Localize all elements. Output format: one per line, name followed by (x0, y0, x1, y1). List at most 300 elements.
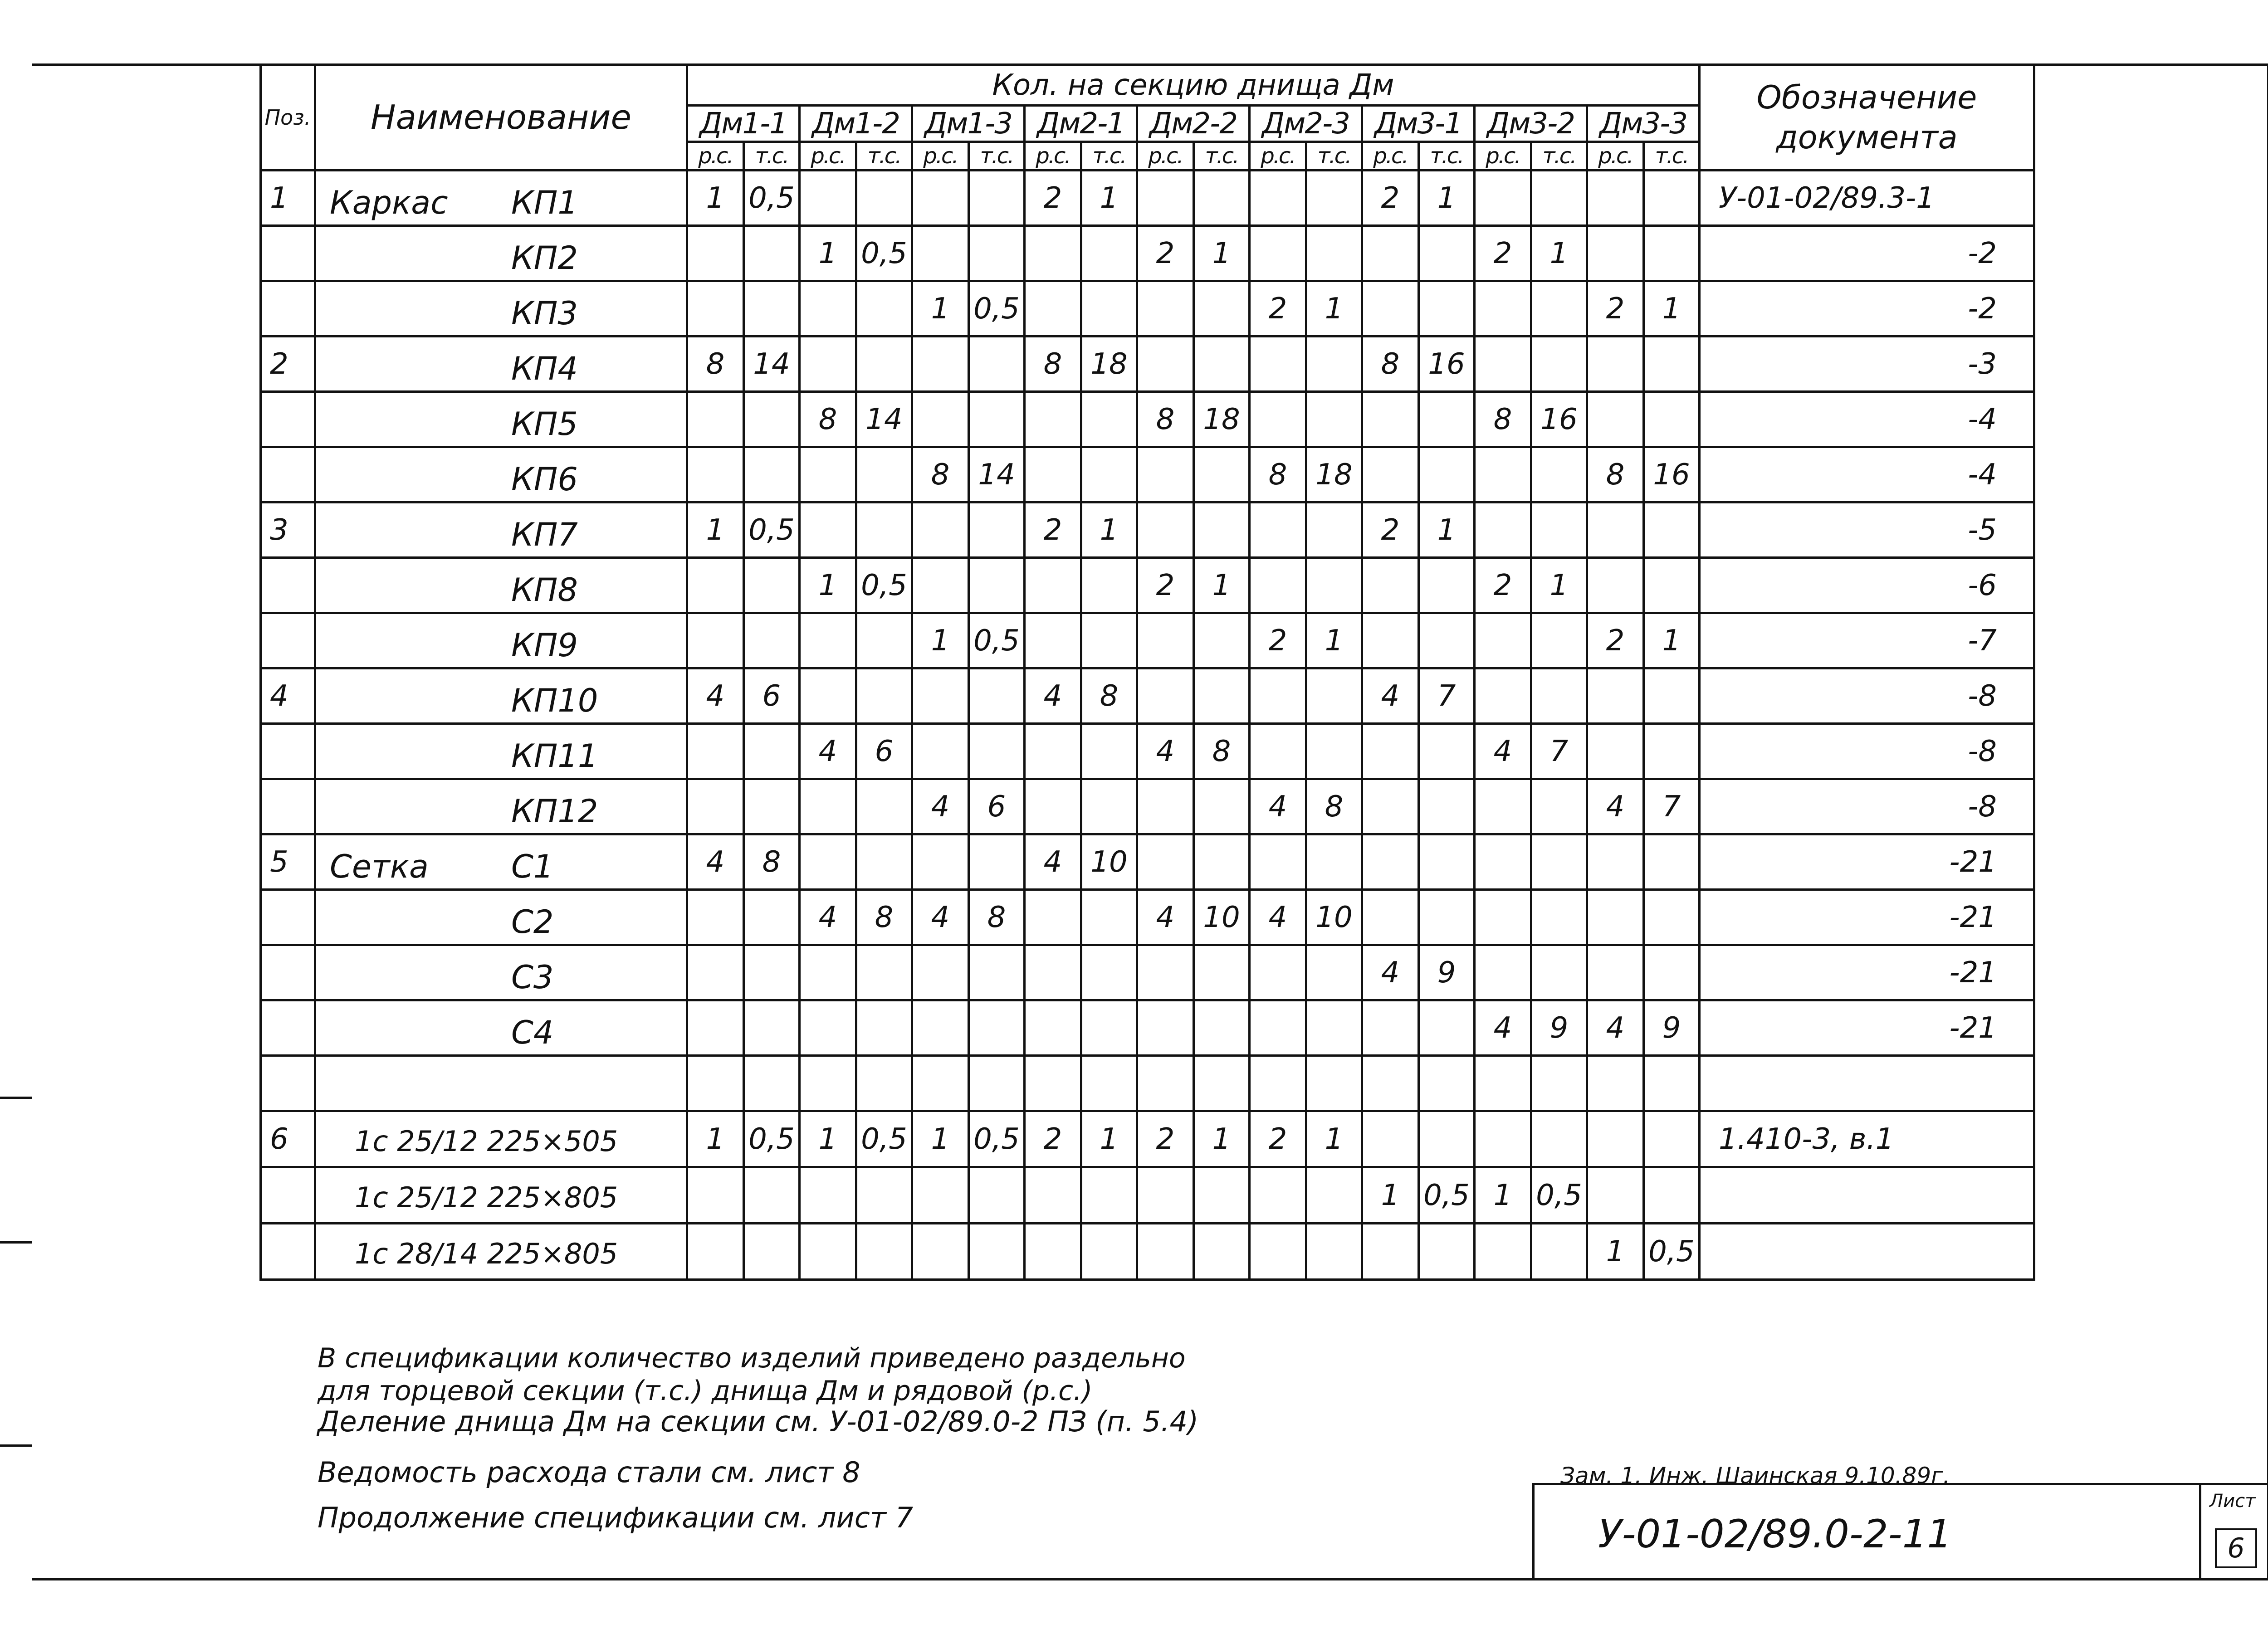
quantity-cell (800, 1056, 856, 1111)
section-header: Дм3-2 (1475, 106, 1587, 142)
quantity-cell: 7 (1644, 779, 1700, 834)
quantity-cell: 2 (1137, 1111, 1194, 1167)
quantity-cell (1306, 392, 1362, 447)
quantity-cell (969, 558, 1025, 613)
cell-pos (261, 890, 315, 945)
quantity-cell (800, 1000, 856, 1056)
item-code: КП12 (511, 793, 598, 830)
quantity-cell: 1 (1194, 558, 1250, 613)
quantity-cell (1644, 392, 1700, 447)
quantity-cell: 0,5 (856, 226, 912, 281)
cell-pos (261, 724, 315, 779)
quantity-cell (856, 1224, 912, 1280)
cell-document: -8 (1700, 724, 2034, 779)
quantity-cell (1362, 281, 1419, 337)
quantity-cell (800, 447, 856, 502)
quantity-cell (1419, 226, 1475, 281)
cell-pos (261, 281, 315, 337)
quantity-cell (1137, 1000, 1194, 1056)
quantity-cell: 0,5 (1419, 1167, 1475, 1224)
subheader-ts: т.с. (1081, 142, 1137, 171)
quantity-cell: 4 (1362, 668, 1419, 724)
quantity-cell: 1 (1644, 613, 1700, 668)
section-header: Дм1-3 (912, 106, 1025, 142)
quantity-cell: 1 (1644, 281, 1700, 337)
quantity-cell: 1 (1475, 1167, 1531, 1224)
cell-document: -6 (1700, 558, 2034, 613)
cell-pos (261, 1056, 315, 1111)
quantity-cell (969, 834, 1025, 890)
quantity-cell (687, 226, 744, 281)
header-document-line2: документа (1776, 119, 1958, 156)
section-header: Дм3-1 (1362, 106, 1475, 142)
cell-document: 1.410-3, в.1 (1700, 1111, 2034, 1167)
quantity-cell: 16 (1531, 392, 1587, 447)
quantity-cell (1250, 668, 1306, 724)
quantity-cell: 1 (800, 558, 856, 613)
quantity-cell (1137, 1167, 1194, 1224)
quantity-cell (1531, 834, 1587, 890)
quantity-cell: 2 (1025, 171, 1081, 226)
margin-tick (0, 1241, 32, 1244)
cell-pos (261, 613, 315, 668)
quantity-cell: 1 (1081, 502, 1137, 558)
quantity-cell (800, 337, 856, 392)
quantity-cell (1419, 558, 1475, 613)
sheet-number: 6 (2215, 1528, 2257, 1568)
cell-document: -2 (1700, 281, 2034, 337)
quantity-cell (1644, 226, 1700, 281)
quantity-cell: 2 (1137, 558, 1194, 613)
quantity-cell (744, 1056, 800, 1111)
quantity-cell: 1 (912, 281, 969, 337)
quantity-cell: 9 (1419, 945, 1475, 1000)
quantity-cell (1587, 337, 1644, 392)
quantity-cell (1531, 779, 1587, 834)
header-name: Наименование (315, 65, 687, 171)
quantity-cell (912, 945, 969, 1000)
quantity-cell (1587, 1167, 1644, 1224)
quantity-cell (1194, 171, 1250, 226)
cell-document: У-01-02/89.3-1 (1700, 171, 2034, 226)
quantity-cell (1475, 890, 1531, 945)
quantity-cell (912, 502, 969, 558)
quantity-cell (800, 171, 856, 226)
quantity-cell: 2 (1025, 502, 1081, 558)
quantity-cell (1306, 1056, 1362, 1111)
quantity-cell (912, 392, 969, 447)
quantity-cell (1475, 281, 1531, 337)
margin-tick (0, 1444, 32, 1447)
quantity-cell (1531, 337, 1587, 392)
quantity-cell (687, 447, 744, 502)
subheader-rs: р.с. (1137, 142, 1194, 171)
quantity-cell (1306, 668, 1362, 724)
quantity-cell: 4 (912, 890, 969, 945)
quantity-cell (1194, 834, 1250, 890)
quantity-cell (1025, 779, 1081, 834)
quantity-cell (1644, 668, 1700, 724)
quantity-cell (1306, 724, 1362, 779)
quantity-cell (1025, 613, 1081, 668)
quantity-cell (1137, 779, 1194, 834)
quantity-cell (1025, 281, 1081, 337)
quantity-cell (800, 779, 856, 834)
cell-document (1700, 1167, 2034, 1224)
quantity-cell (1025, 890, 1081, 945)
quantity-cell: 1 (912, 1111, 969, 1167)
quantity-cell (744, 447, 800, 502)
quantity-cell (1137, 447, 1194, 502)
quantity-cell (1362, 613, 1419, 668)
quantity-cell (744, 1224, 800, 1280)
quantity-cell (1644, 1056, 1700, 1111)
header-document-line1: Обозначение (1756, 79, 1977, 116)
quantity-cell (1644, 724, 1700, 779)
quantity-cell (1250, 558, 1306, 613)
quantity-cell (1362, 834, 1419, 890)
quantity-cell (1081, 1000, 1137, 1056)
quantity-cell (1250, 1000, 1306, 1056)
quantity-cell (744, 724, 800, 779)
quantity-cell (1419, 724, 1475, 779)
quantity-cell: 8 (744, 834, 800, 890)
quantity-cell: 18 (1194, 392, 1250, 447)
cell-name (315, 337, 687, 392)
quantity-cell (1137, 281, 1194, 337)
quantity-cell (1362, 724, 1419, 779)
quantity-cell (1081, 226, 1137, 281)
quantity-cell (856, 337, 912, 392)
quantity-cell (1587, 558, 1644, 613)
quantity-cell: 2 (1250, 281, 1306, 337)
quantity-cell (969, 337, 1025, 392)
quantity-cell (1475, 779, 1531, 834)
quantity-cell (1587, 226, 1644, 281)
quantity-cell: 8 (1587, 447, 1644, 502)
quantity-cell (969, 1056, 1025, 1111)
quantity-cell (687, 1167, 744, 1224)
note-line: для торцевой секции (т.с.) днища Дм и рядовой (р.с.) (318, 1375, 1093, 1407)
cell-document: -7 (1700, 613, 2034, 668)
quantity-cell: 4 (1137, 890, 1194, 945)
quantity-cell: 1 (1531, 558, 1587, 613)
cell-document: -3 (1700, 337, 2034, 392)
cell-pos (261, 392, 315, 447)
quantity-cell (687, 724, 744, 779)
cell-pos (261, 779, 315, 834)
item-label: Каркас (330, 184, 448, 221)
quantity-cell (800, 502, 856, 558)
quantity-cell (800, 281, 856, 337)
quantity-cell (687, 558, 744, 613)
quantity-cell: 2 (1475, 226, 1531, 281)
quantity-cell (1644, 171, 1700, 226)
quantity-cell: 4 (1250, 890, 1306, 945)
quantity-cell (1475, 945, 1531, 1000)
cell-name (315, 834, 687, 890)
quantity-cell: 1 (1081, 171, 1137, 226)
quantity-cell: 16 (1644, 447, 1700, 502)
quantity-cell: 1 (687, 1111, 744, 1167)
quantity-cell (1137, 834, 1194, 890)
cell-name (315, 1167, 687, 1224)
item-code: КП1 (511, 184, 578, 221)
quantity-cell: 2 (1137, 226, 1194, 281)
table-row (261, 337, 2034, 392)
cell-pos: 6 (261, 1111, 315, 1167)
quantity-cell (1194, 337, 1250, 392)
quantity-cell (1587, 724, 1644, 779)
quantity-cell (1025, 1056, 1081, 1111)
quantity-cell: 9 (1644, 1000, 1700, 1056)
table-row (261, 834, 2034, 890)
quantity-cell (912, 558, 969, 613)
document-code: У-01-02/89.0-2-11 (1598, 1512, 1952, 1557)
quantity-cell (1081, 890, 1137, 945)
quantity-cell (969, 1000, 1025, 1056)
subheader-rs: р.с. (912, 142, 969, 171)
cell-document: -8 (1700, 668, 2034, 724)
quantity-cell: 2 (1250, 1111, 1306, 1167)
subheader-ts: т.с. (1644, 142, 1700, 171)
quantity-cell (912, 1224, 969, 1280)
quantity-cell (1419, 1224, 1475, 1280)
quantity-cell (1306, 558, 1362, 613)
quantity-cell: 1 (1362, 1167, 1419, 1224)
quantity-cell (1250, 834, 1306, 890)
item-code: 1с 25/12 225×805 (355, 1181, 618, 1214)
quantity-cell (1250, 724, 1306, 779)
cell-name (315, 724, 687, 779)
quantity-cell (1306, 226, 1362, 281)
quantity-cell: 4 (1587, 1000, 1644, 1056)
quantity-cell: 4 (1587, 779, 1644, 834)
cell-pos (261, 1167, 315, 1224)
cell-document: -21 (1700, 1000, 2034, 1056)
quantity-cell: 1 (800, 226, 856, 281)
quantity-cell (1137, 337, 1194, 392)
quantity-cell (744, 226, 800, 281)
quantity-cell (1194, 1167, 1250, 1224)
table-row (261, 171, 2034, 226)
quantity-cell (1644, 945, 1700, 1000)
quantity-cell: 4 (1025, 668, 1081, 724)
item-code: КП5 (511, 405, 578, 443)
item-code: КП9 (511, 627, 578, 664)
quantity-cell (687, 1224, 744, 1280)
quantity-cell: 0,5 (856, 1111, 912, 1167)
quantity-cell (1194, 945, 1250, 1000)
quantity-cell: 8 (687, 337, 744, 392)
quantity-cell (1137, 668, 1194, 724)
quantity-cell (1419, 1000, 1475, 1056)
quantity-cell: 2 (1025, 1111, 1081, 1167)
quantity-cell (1194, 1224, 1250, 1280)
quantity-cell (687, 890, 744, 945)
quantity-cell (1250, 1167, 1306, 1224)
quantity-cell: 2 (1362, 502, 1419, 558)
table-row (261, 945, 2034, 1000)
quantity-cell (1531, 447, 1587, 502)
quantity-cell (1475, 613, 1531, 668)
subheader-rs: р.с. (1025, 142, 1081, 171)
section-header: Дм2-2 (1137, 106, 1250, 142)
quantity-cell (856, 281, 912, 337)
cell-document: -4 (1700, 392, 2034, 447)
quantity-cell (1419, 1111, 1475, 1167)
cell-name (315, 502, 687, 558)
header-group-title: Кол. на секцию днища Дм (687, 65, 1700, 106)
cell-pos (261, 447, 315, 502)
item-code: 1с 25/12 225×505 (355, 1125, 618, 1158)
quantity-cell (687, 613, 744, 668)
cell-document: -5 (1700, 502, 2034, 558)
subheader-ts: т.с. (1306, 142, 1362, 171)
cell-name (315, 779, 687, 834)
subheader-ts: т.с. (1419, 142, 1475, 171)
quantity-cell: 18 (1081, 337, 1137, 392)
quantity-cell (1025, 945, 1081, 1000)
quantity-cell (800, 945, 856, 1000)
quantity-cell (1250, 1056, 1306, 1111)
quantity-cell: 0,5 (856, 558, 912, 613)
subheader-ts: т.с. (1531, 142, 1587, 171)
quantity-cell: 8 (912, 447, 969, 502)
quantity-cell (1419, 447, 1475, 502)
cell-pos (261, 1000, 315, 1056)
quantity-cell (1081, 392, 1137, 447)
subheader-ts: т.с. (856, 142, 912, 171)
quantity-cell (1081, 558, 1137, 613)
cell-name (315, 447, 687, 502)
section-header: Дм1-1 (687, 106, 800, 142)
quantity-cell (1475, 834, 1531, 890)
quantity-cell (1194, 668, 1250, 724)
quantity-cell (1250, 337, 1306, 392)
cell-pos: 1 (261, 171, 315, 226)
quantity-cell (1475, 447, 1531, 502)
quantity-cell: 14 (744, 337, 800, 392)
quantity-cell (1194, 281, 1250, 337)
quantity-cell (687, 1056, 744, 1111)
quantity-cell (912, 1056, 969, 1111)
cell-document (1700, 1224, 2034, 1280)
quantity-cell: 8 (1306, 779, 1362, 834)
quantity-cell: 2 (1587, 613, 1644, 668)
quantity-cell (912, 1167, 969, 1224)
cell-name (315, 392, 687, 447)
quantity-cell (1531, 945, 1587, 1000)
quantity-cell (1475, 1111, 1531, 1167)
quantity-cell (856, 171, 912, 226)
quantity-cell (1362, 1000, 1419, 1056)
quantity-cell (1137, 171, 1194, 226)
subheader-rs: р.с. (1587, 142, 1644, 171)
quantity-cell (1194, 1000, 1250, 1056)
quantity-cell (1475, 171, 1531, 226)
quantity-cell (1531, 613, 1587, 668)
quantity-cell: 1 (1531, 226, 1587, 281)
quantity-cell (800, 1224, 856, 1280)
quantity-cell (800, 613, 856, 668)
item-code: С1 (511, 848, 554, 885)
quantity-cell (912, 226, 969, 281)
quantity-cell (1025, 1000, 1081, 1056)
quantity-cell (1194, 779, 1250, 834)
cell-document: -8 (1700, 779, 2034, 834)
table-row (261, 890, 2034, 945)
quantity-cell (1250, 502, 1306, 558)
quantity-cell: 4 (687, 834, 744, 890)
table-row (261, 1000, 2034, 1056)
quantity-cell (1137, 502, 1194, 558)
quantity-cell (1362, 558, 1419, 613)
quantity-cell: 6 (856, 724, 912, 779)
cell-name (315, 890, 687, 945)
quantity-cell (687, 392, 744, 447)
quantity-cell (969, 945, 1025, 1000)
quantity-cell: 8 (969, 890, 1025, 945)
quantity-cell: 1 (800, 1111, 856, 1167)
quantity-cell: 0,5 (1644, 1224, 1700, 1280)
quantity-cell (1362, 779, 1419, 834)
quantity-cell: 2 (1475, 558, 1531, 613)
quantity-cell (744, 281, 800, 337)
quantity-cell: 1 (912, 613, 969, 668)
table-row (261, 281, 2034, 337)
quantity-cell (912, 1000, 969, 1056)
quantity-cell (1587, 1056, 1644, 1111)
quantity-cell (969, 226, 1025, 281)
quantity-cell: 1 (1306, 281, 1362, 337)
quantity-cell (1025, 392, 1081, 447)
quantity-cell (969, 724, 1025, 779)
quantity-cell (1081, 945, 1137, 1000)
quantity-cell: 8 (800, 392, 856, 447)
table-row (261, 226, 2034, 281)
quantity-cell (1362, 1056, 1419, 1111)
quantity-cell (1531, 890, 1587, 945)
quantity-cell (1250, 392, 1306, 447)
quantity-cell (856, 447, 912, 502)
quantity-cell: 1 (1587, 1224, 1644, 1280)
quantity-cell (856, 834, 912, 890)
table-row (261, 1111, 2034, 1167)
quantity-cell (1587, 834, 1644, 890)
subheader-ts: т.с. (969, 142, 1025, 171)
section-header: Дм2-1 (1025, 106, 1137, 142)
quantity-cell: 8 (1194, 724, 1250, 779)
quantity-cell (1081, 447, 1137, 502)
quantity-cell (1362, 447, 1419, 502)
quantity-cell (1587, 945, 1644, 1000)
quantity-cell: 7 (1419, 668, 1475, 724)
quantity-cell (1644, 834, 1700, 890)
quantity-cell (1362, 890, 1419, 945)
margin-tick (0, 1097, 32, 1099)
revision-note: Зам. 1. Инж. Шаинская 9.10.89г. (1560, 1463, 1950, 1489)
quantity-cell (856, 668, 912, 724)
quantity-cell (1362, 226, 1419, 281)
quantity-cell: 16 (1419, 337, 1475, 392)
quantity-cell (1587, 171, 1644, 226)
quantity-cell (1587, 668, 1644, 724)
note-line: Деление днища Дм на секции см. У-01-02/89.0-2 ПЗ (п. 5.4) (318, 1405, 1199, 1438)
cell-pos (261, 945, 315, 1000)
cell-name (315, 558, 687, 613)
cell-pos: 2 (261, 337, 315, 392)
